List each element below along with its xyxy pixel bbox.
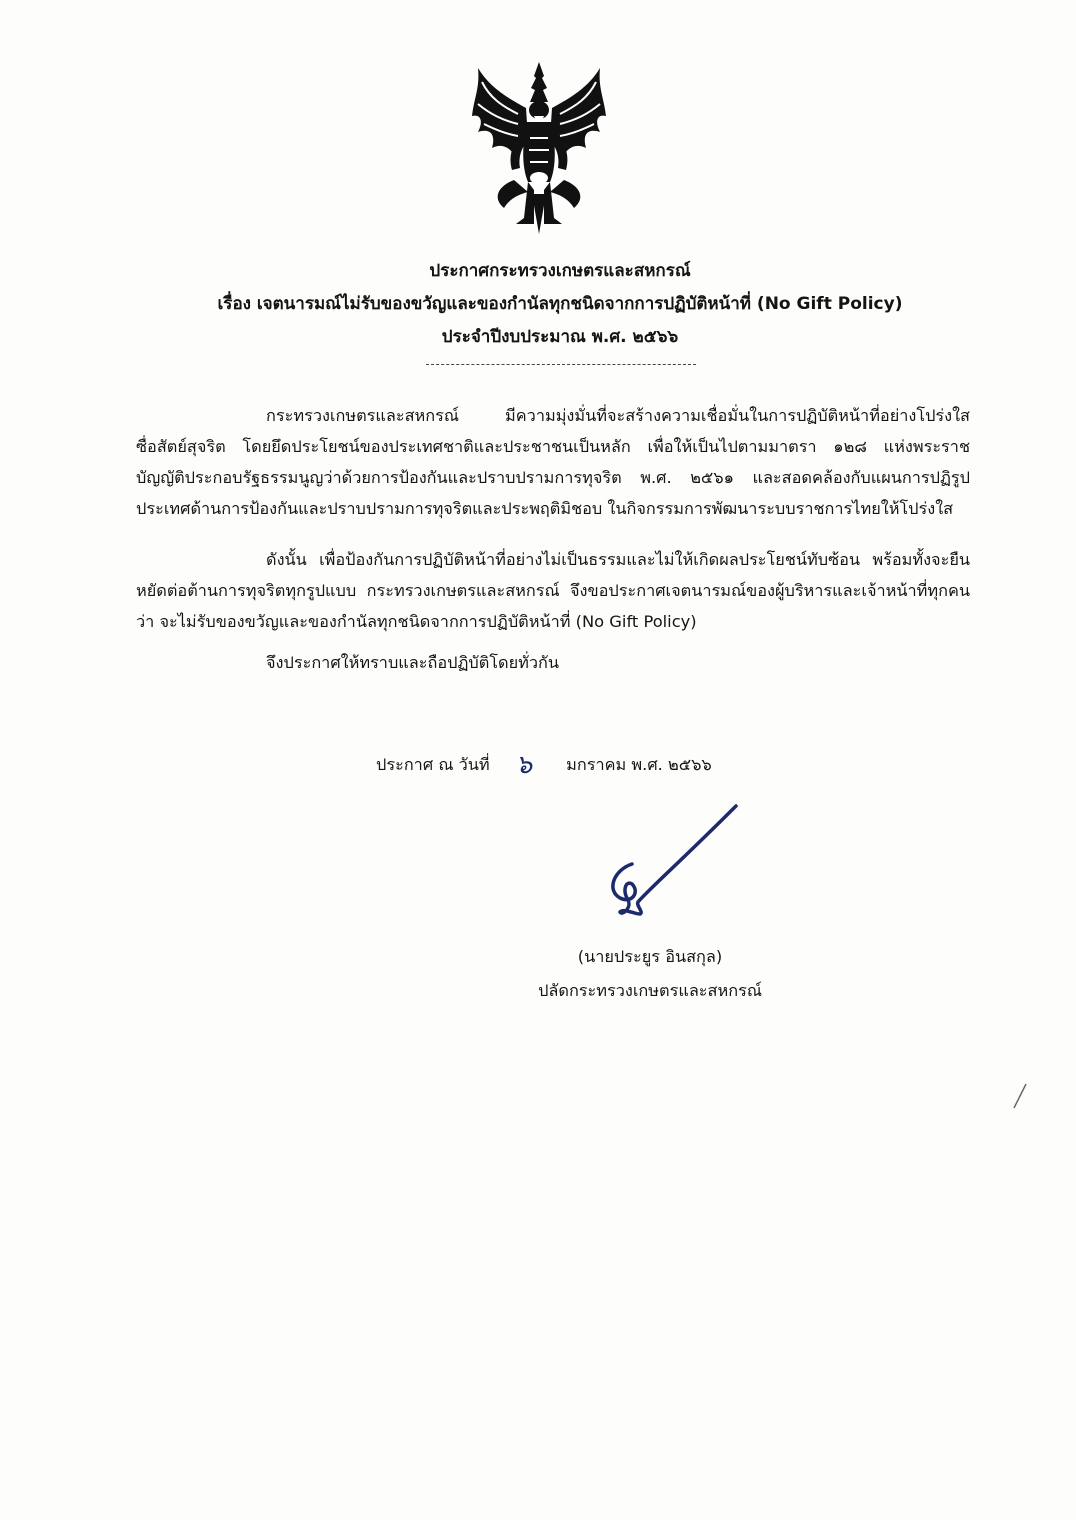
header-divider [426,364,696,365]
date-prefix: ประกาศ ณ วันที่ [376,754,490,774]
stray-pen-mark [1010,1082,1030,1110]
date-month-year: มกราคม พ.ศ. ๒๕๖๖ [566,754,712,774]
announcement-title: ประกาศกระทรวงเกษตรและสหกรณ์ [429,261,691,281]
announcement-date [376,744,712,785]
garuda-emblem-icon [468,58,610,234]
announcement-fiscal-year: ประจำปีงบประมาณ พ.ศ. ๒๕๖๖ [441,327,679,347]
body-paragraph-1: กระทรวงเกษตรและสหกรณ์ มีความมุ่งมั่นที่จะสร้างความเชื่อมั่นในการปฏิบัติหน้าที่อย่างโปร่งใส ซื่อสัตย์สุจริต โดยยึดประโยชน์ของประเทศชาติและประชาชนเป็นหลัก เพื่อให้เป็นไปตามมาตรา ๑๒๘ แห่งพระราชบัญญัติประกอบรัฐธรรมนูญว่าด้วยการป้องกันและปราบปรามการทุจริต พ.ศ. ๒๕๖๑ และสอดคล้องกับแผนการปฏิรูปประเทศด้านการป้องกันและปราบปรามการทุจริตและประพฤติมิชอบ ในกิจกรรมการพัฒนาระบบราชการไทยให้โปร่งใส [136,406,970,518]
body-paragraph-2: ดังนั้น เพื่อป้องกันการปฏิบัติหน้าที่อย่างไม่เป็นธรรมและไม่ให้เกิดผลประโยชน์ทับซ้อน พร้อมทั้งจะยืนหยัดต่อต้านการทุจริตทุกรูปแบบ กระทรวงเกษตรและสหกรณ์ จึงขอประกาศเจตนารมณ์ของผู้บริหารและเจ้าหน้าที่ทุกคนว่า จะไม่รับของขวัญและของกำนัลทุกชนิดจากการปฏิบัติหน้าที่ (No Gift Policy) [136,550,970,631]
signatory-position: ปลัดกระทรวงเกษตรและสหกรณ์ [538,981,762,1000]
date-day-handwritten: ๖ [515,750,533,780]
signatory-name: (นายประยูร อินสกุล) [577,947,723,966]
announcement-body [136,400,970,678]
signatory-block [500,940,800,1008]
announcement-header [120,255,1000,354]
announcement-subject: เรื่อง เจตนารมณ์ไม่รับของขวัญและของกำนัลทุกชนิดจากการปฏิบัติหน้าที่ (No Gift Policy) [217,294,903,314]
handwritten-signature [600,800,750,925]
closing-statement: จึงประกาศให้ทราบและถือปฏิบัติโดยทั่วกัน [266,653,560,672]
